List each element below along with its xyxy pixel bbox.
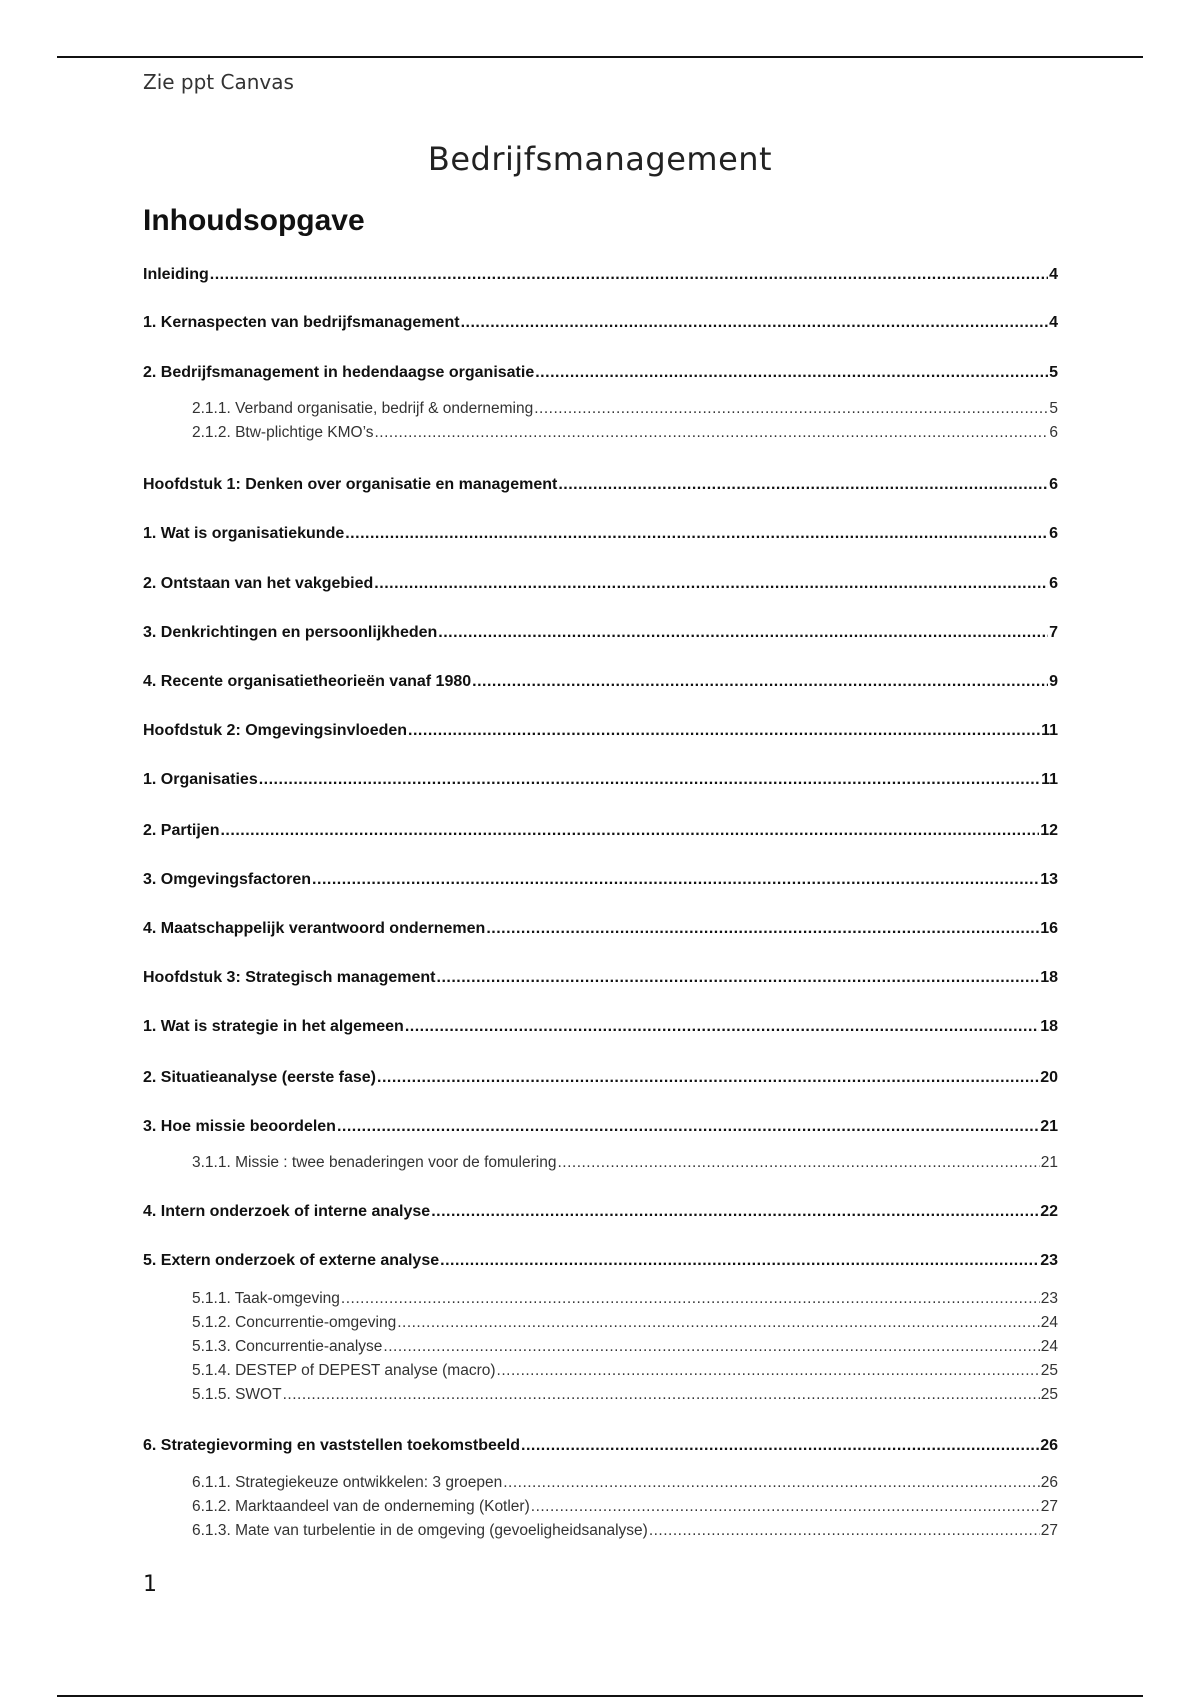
toc-heading: Inhoudsopgave [143,204,365,237]
toc-dot-leader [440,1252,1039,1270]
toc-entry-label: 5.1.4. DESTEP of DEPEST analyse (macro) [192,1362,496,1379]
toc-dot-leader [534,400,1048,418]
toc-entry-page: 25 [1040,1386,1058,1403]
toc-entry[interactable] [143,969,1058,987]
toc-dot-leader [374,424,1048,442]
toc-entry[interactable] [143,1018,1058,1036]
toc-entry-label: Hoofdstuk 3: Strategisch management [143,969,436,986]
toc-dot-leader [558,476,1048,494]
toc-subentry[interactable] [192,1290,1058,1308]
toc-entry-page: 5 [1049,400,1058,417]
toc-dot-leader [408,722,1040,740]
toc-dot-leader [383,1338,1039,1356]
toc-entry-label: 4. Intern onderzoek of interne analyse [143,1203,431,1220]
toc-entry-page: 6 [1049,575,1058,592]
toc-entry-page: 25 [1040,1362,1058,1379]
toc-dot-leader [521,1437,1039,1455]
toc-entry-page: 21 [1040,1118,1058,1135]
toc-dot-leader [377,1069,1039,1087]
toc-dot-leader [437,969,1040,987]
toc-dot-leader [312,871,1039,889]
toc-entry-label: 6. Strategievorming en vaststellen toekomstbeeld [143,1437,521,1454]
toc-entry[interactable] [143,822,1058,840]
toc-subentry[interactable] [192,1154,1058,1172]
toc-entry-label: 1. Wat is organisatiekunde [143,525,345,542]
toc-entry-page: 24 [1040,1338,1058,1355]
toc-entry-page: 21 [1040,1154,1058,1171]
toc-entry-page: 18 [1040,1018,1058,1035]
toc-entry-page: 7 [1049,624,1058,641]
toc-entry-page: 6 [1049,476,1058,493]
toc-subentry[interactable] [192,1314,1058,1332]
toc-subentry[interactable] [192,1338,1058,1356]
toc-entry-page: 4 [1049,314,1058,331]
toc-entry-label: 5.1.3. Concurrentie-analyse [192,1338,383,1355]
toc-entry-page: 26 [1040,1474,1058,1491]
toc-dot-leader [503,1474,1040,1492]
toc-subentry[interactable] [192,1362,1058,1380]
toc-dot-leader [210,266,1048,284]
toc-entry[interactable] [143,266,1058,284]
toc-entry-label: 3.1.1. Missie : twee benaderingen voor de fomulering [192,1154,557,1171]
toc-subentry[interactable] [192,424,1058,442]
toc-entry-page: 26 [1040,1437,1058,1454]
toc-dot-leader [283,1386,1040,1404]
toc-subentry[interactable] [192,1474,1058,1492]
toc-entry-page: 27 [1040,1498,1058,1515]
toc-entry-label: 6.1.1. Strategiekeuze ontwikkelen: 3 groepen [192,1474,503,1491]
toc-dot-leader [397,1314,1040,1332]
toc-entry-label: 2.1.1. Verband organisatie, bedrijf & onderneming [192,400,534,417]
toc-entry-page: 16 [1040,920,1058,937]
toc-entry-page: 11 [1041,771,1058,788]
toc-entry[interactable] [143,1118,1058,1136]
toc-dot-leader [220,822,1039,840]
toc-entry[interactable] [143,871,1058,889]
toc-dot-leader [557,1154,1039,1172]
toc-entry-label: Hoofdstuk 1: Denken over organisatie en management [143,476,558,493]
toc-entry-label: 3. Denkrichtingen en persoonlijkheden [143,624,438,641]
toc-entry-label: 3. Omgevingsfactoren [143,871,312,888]
toc-entry[interactable] [143,920,1058,938]
toc-entry[interactable] [143,1437,1058,1455]
toc-dot-leader [461,314,1049,332]
toc-subentry[interactable] [192,400,1058,418]
page-number: 1 [143,1572,157,1597]
toc-entry[interactable] [143,1069,1058,1087]
toc-dot-leader [535,364,1048,382]
toc-entry-page: 13 [1040,871,1058,888]
toc-entry-label: 2. Bedrijfsmanagement in hedendaagse organisatie [143,364,535,381]
toc-entry[interactable] [143,575,1058,593]
toc-entry-label: 1. Wat is strategie in het algemeen [143,1018,404,1035]
toc-dot-leader [337,1118,1039,1136]
toc-dot-leader [438,624,1048,642]
toc-entry-label: Inleiding [143,266,209,283]
toc-subentry[interactable] [192,1522,1058,1540]
toc-entry-page: 18 [1040,969,1058,986]
toc-dot-leader [345,525,1048,543]
toc-entry-page: 9 [1049,673,1058,690]
toc-entry-label: 5.1.5. SWOT [192,1386,282,1403]
toc-entry-label: 5. Extern onderzoek of externe analyse [143,1252,440,1269]
toc-entry-page: 20 [1040,1069,1058,1086]
toc-entry[interactable] [143,364,1058,382]
toc-entry-label: 6.1.3. Mate van turbelentie in de omgeving (gevoeligheidsanalyse) [192,1522,648,1539]
toc-entry[interactable] [143,722,1058,740]
toc-entry-page: 27 [1040,1522,1058,1539]
toc-entry-page: 12 [1040,822,1058,839]
toc-entry-page: 11 [1041,722,1058,739]
toc-dot-leader [259,771,1040,789]
toc-entry-page: 6 [1049,525,1058,542]
toc-entry-label: 5.1.1. Taak-omgeving [192,1290,340,1307]
toc-dot-leader [472,673,1048,691]
toc-dot-leader [341,1290,1040,1308]
toc-entry-page: 5 [1049,364,1058,381]
document-title: Bedrijfsmanagement [427,140,773,178]
toc-dot-leader [431,1203,1039,1221]
toc-entry-page: 6 [1049,424,1058,441]
toc-entry-page: 23 [1040,1252,1058,1269]
footer-rule [57,1695,1143,1697]
toc-entry-label: 2.1.2. Btw-plichtige KMO’s [192,424,374,441]
toc-entry-page: 22 [1040,1203,1058,1220]
toc-subentry[interactable] [192,1386,1058,1404]
toc-dot-leader [649,1522,1040,1540]
toc-entry-label: Hoofdstuk 2: Omgevingsinvloeden [143,722,408,739]
header-note: Zie ppt Canvas [143,70,294,94]
toc-entry-page: 23 [1040,1290,1058,1307]
toc-dot-leader [531,1498,1040,1516]
toc-entry-page: 4 [1049,266,1058,283]
toc-dot-leader [497,1362,1040,1380]
toc-dot-leader [374,575,1048,593]
toc-entry[interactable] [143,525,1058,543]
toc-entry-label: 5.1.2. Concurrentie-omgeving [192,1314,397,1331]
toc-entry-label: 2. Situatieanalyse (eerste fase) [143,1069,377,1086]
toc-entry-label: 3. Hoe missie beoordelen [143,1118,336,1135]
toc-entry[interactable] [143,476,1058,494]
toc-entry-label: 6.1.2. Marktaandeel van de onderneming (Kotler) [192,1498,530,1515]
toc-entry-page: 24 [1040,1314,1058,1331]
toc-entry-label: 4. Maatschappelijk verantwoord ondernemen [143,920,486,937]
toc-entry[interactable] [143,771,1058,789]
toc-entry-label: 1. Kernaspecten van bedrijfsmanagement [143,314,460,331]
toc-entry[interactable] [143,314,1058,332]
toc-entry-label: 4. Recente organisatietheorieën vanaf 1980 [143,673,472,690]
toc-entry[interactable] [143,1203,1058,1221]
toc-entry-label: 2. Ontstaan van het vakgebied [143,575,374,592]
toc-entry[interactable] [143,1252,1058,1270]
toc-dot-leader [405,1018,1039,1036]
toc-entry[interactable] [143,673,1058,691]
header-rule [57,56,1143,58]
toc-dot-leader [486,920,1039,938]
toc-entry-label: 1. Organisaties [143,771,258,788]
toc-entry[interactable] [143,624,1058,642]
toc-subentry[interactable] [192,1498,1058,1516]
toc-entry-label: 2. Partijen [143,822,220,839]
